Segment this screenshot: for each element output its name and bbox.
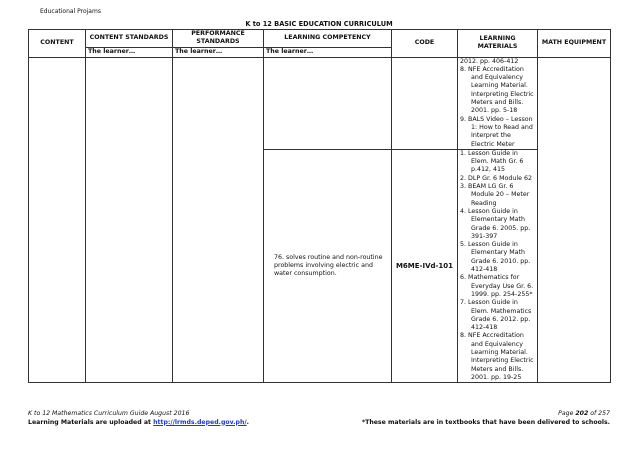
page-total: of 257: [588, 410, 610, 417]
header-learning-materials: LEARNING MATERIALS: [458, 30, 538, 58]
textbooks-note: *These materials are in textbooks that have been delivered to schools.: [361, 418, 610, 426]
list-item: 7. Lesson Guide in Elem. Mathematics Grade 6. 2012. pp. 412-418: [460, 299, 532, 332]
content-standards-cell: [86, 57, 173, 383]
footer-left: [28, 410, 249, 427]
materials-cell: [458, 149, 538, 382]
list-item: 6. Mathematics for Everyday Use Gr. 6. 1999. pp. 254-255*: [460, 274, 534, 298]
page-number: 202: [575, 410, 589, 417]
competency-text: 76. solves routine and non-routine problems involving electric and water consumption.: [264, 149, 392, 382]
guide-title: K to 12 Mathematics Curriculum Guide August 2016: [28, 410, 190, 417]
header-content: CONTENT: [29, 30, 86, 58]
table-row: [29, 57, 611, 149]
subheader-learning-competency: The learner…: [264, 47, 392, 57]
list-item: 1. Lesson Guide in Elem. Math Gr. 6 p.412, 415: [460, 149, 524, 174]
subheader-performance-standards: The learner…: [173, 47, 264, 57]
materials-cell: [458, 57, 538, 149]
equipment-cell: [538, 57, 611, 383]
list-item: 3. BEAM LG Gr. 6 Module 20 – Meter Reading: [460, 183, 530, 207]
header-code: CODE: [392, 30, 458, 58]
header-performance-standards: PERFORMANCE STANDARDS: [173, 30, 264, 48]
list-item: 8. NFE Accreditation and Equivalency Learning Material. Interpreting Electric Meters and Bills. 2001. pp. 19-25: [460, 332, 534, 381]
lrmds-link[interactable]: http://lrmds.deped.gov.ph/: [153, 418, 247, 426]
list-item: 2. DLP Gr. 6 Module 62: [460, 174, 532, 182]
list-item: 8. NFE Accreditation and Equivalency Learning Material. Interpreting Electric Meters and Bills. 2001. pp. 5-18: [460, 65, 534, 115]
header-org-text: Educational Projams: [40, 8, 101, 15]
code-text: M6ME-IVd-101: [392, 149, 458, 382]
performance-standards-cell: [173, 57, 264, 383]
list-item: 9. BALS Video – Lesson 1: How to Read and Interpret the Electric Meter: [460, 115, 533, 148]
curriculum-title: K to 12 BASIC EDUCATION CURRICULUM: [245, 20, 393, 28]
content-cell: [29, 57, 86, 383]
header-learning-competency: LEARNING COMPETENCY: [264, 30, 392, 48]
footer-right: [362, 410, 610, 427]
code-cell: [392, 57, 458, 149]
uploaded-text: Learning Materials are uploaded at: [28, 418, 154, 426]
header-content-standards: CONTENT STANDARDS: [86, 30, 173, 48]
subheader-content-standards: The learner…: [86, 47, 173, 57]
curriculum-table: [28, 29, 611, 383]
list-item: 2012. pp. 406-412: [460, 57, 519, 65]
header-math-equipment: MATH EQUIPMENT: [538, 30, 611, 58]
uploaded-suffix: .: [246, 418, 250, 426]
list-item: 4. Lesson Guide in Elementary Math Grade 6. 2005. pp. 391-397: [460, 207, 531, 240]
competency-cell: [264, 57, 392, 149]
page-label: Page: [558, 410, 576, 417]
list-item: 5. Lesson Guide in Elementary Math Grade 6. 2010. pp. 412-418: [460, 241, 531, 274]
